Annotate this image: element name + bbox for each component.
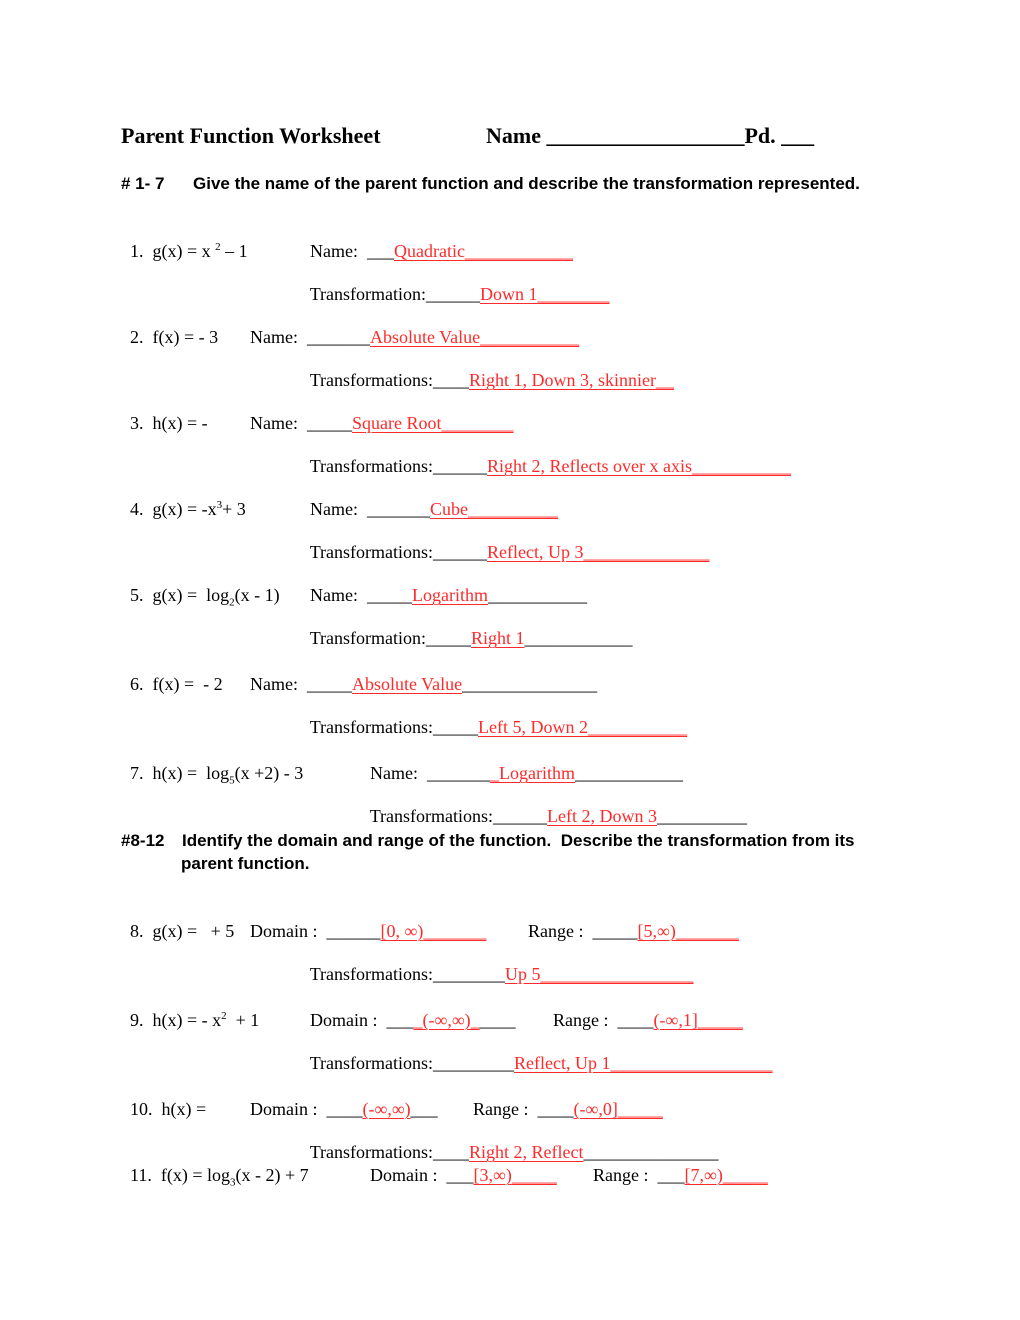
section-2-instruction-line-1: Identify the domain and range of the function. Describe the transformation from its	[182, 831, 855, 850]
section-1-instruction: Give the name of the parent function and describe the transformation represented.	[193, 174, 860, 193]
problem-8-transformation: Transformations:________Up 5_________________	[309, 964, 694, 984]
problem-6-function: 6. f(x) = - 2	[130, 674, 223, 694]
problem-3-function: 3. h(x) = -	[130, 413, 208, 433]
problem-11-function: 11. $f(x) = \log_3(x - 2) + 7$	[130, 1165, 309, 1189]
problem-7-function: 7. $h(x) = \log_5(x +2) - 3$	[130, 763, 304, 787]
problem-5-function: 5. $g(x) = \log_2(x - 1)$	[130, 585, 280, 609]
answer: Quadratic	[393, 241, 465, 261]
name-pd-field[interactable]: Name __________________Pd. ___	[486, 123, 815, 148]
problem-10-transformation: Transformations:____Right 2, Reflect_______________	[309, 1142, 719, 1162]
problem-3-transformation: Transformations:______Right 2, Reflects over x axis___________	[309, 456, 791, 476]
problem-3-name: Name: _____Square Root________	[250, 413, 514, 433]
problem-9-range: Range : ____(-∞,1]_____	[553, 1010, 743, 1030]
problem-9-transformation: Transformations:_________Reflect, Up 1__________________	[309, 1053, 773, 1073]
problem-8-function: 8. g(x) = + 5	[130, 921, 235, 941]
page-title: Parent Function Worksheet	[121, 123, 381, 148]
problem-11-range: Range : ___[7,∞)_____	[593, 1165, 768, 1185]
problem-10-function: 10. h(x) =	[130, 1099, 207, 1119]
problem-1-name: Name: ___Quadratic____________	[310, 241, 573, 261]
problem-6-transformation: Transformations:_____Left 5, Down 2___________	[309, 717, 688, 737]
problem-2-function: 2. f(x) = - 3	[130, 327, 219, 347]
problem-10-domain: Domain : ____(-∞,∞)___	[250, 1099, 438, 1119]
problem-5-transformation: Transformation:_____Right 1____________	[309, 628, 633, 648]
problem-8-range: Range : _____[5,∞)_______	[528, 921, 739, 941]
problem-4-transformation: Transformations:______Reflect, Up 3______________	[309, 542, 710, 562]
problem-10-range: Range : ____(-∞,0]_____	[473, 1099, 663, 1119]
problem-5-name: Name: _____Logarithm___________	[310, 585, 587, 605]
problem-11-domain: Domain : ___[3,∞)_____	[370, 1165, 557, 1185]
problem-4-name: Name: _______Cube__________	[310, 499, 558, 519]
problem-2-transformation: Transformations:____Right 1, Down 3, skinnier__	[309, 370, 675, 390]
problem-6-name: Name: _____Absolute Value_______________	[250, 674, 598, 694]
section-2-instruction-line-2: parent function.	[181, 854, 310, 873]
problem-1-function: 1. g(x) = x $^2$ – 1	[130, 241, 248, 261]
section-2-number: #8-12	[121, 831, 165, 850]
problem-4-function: 4. $g(x) = -x^3+ 3$	[130, 499, 246, 519]
problem-9-function: 9. h(x) = - $x^2 + 1$	[130, 1010, 260, 1030]
section-1-number: # 1- 7	[121, 174, 165, 193]
problem-1-transformation: Transformation:______Down 1________	[309, 284, 610, 304]
problem-8-domain: Domain : ______[0, ∞)_______	[250, 921, 487, 941]
problem-2-name: Name: _______Absolute Value___________	[250, 327, 580, 347]
problem-7-name: Name: ________Logarithm____________	[370, 763, 683, 783]
problem-7-transformation: Transformations:______Left 2, Down 3__________	[369, 806, 748, 826]
problem-9-domain: Domain : ____(-∞,∞)_____	[310, 1010, 516, 1030]
